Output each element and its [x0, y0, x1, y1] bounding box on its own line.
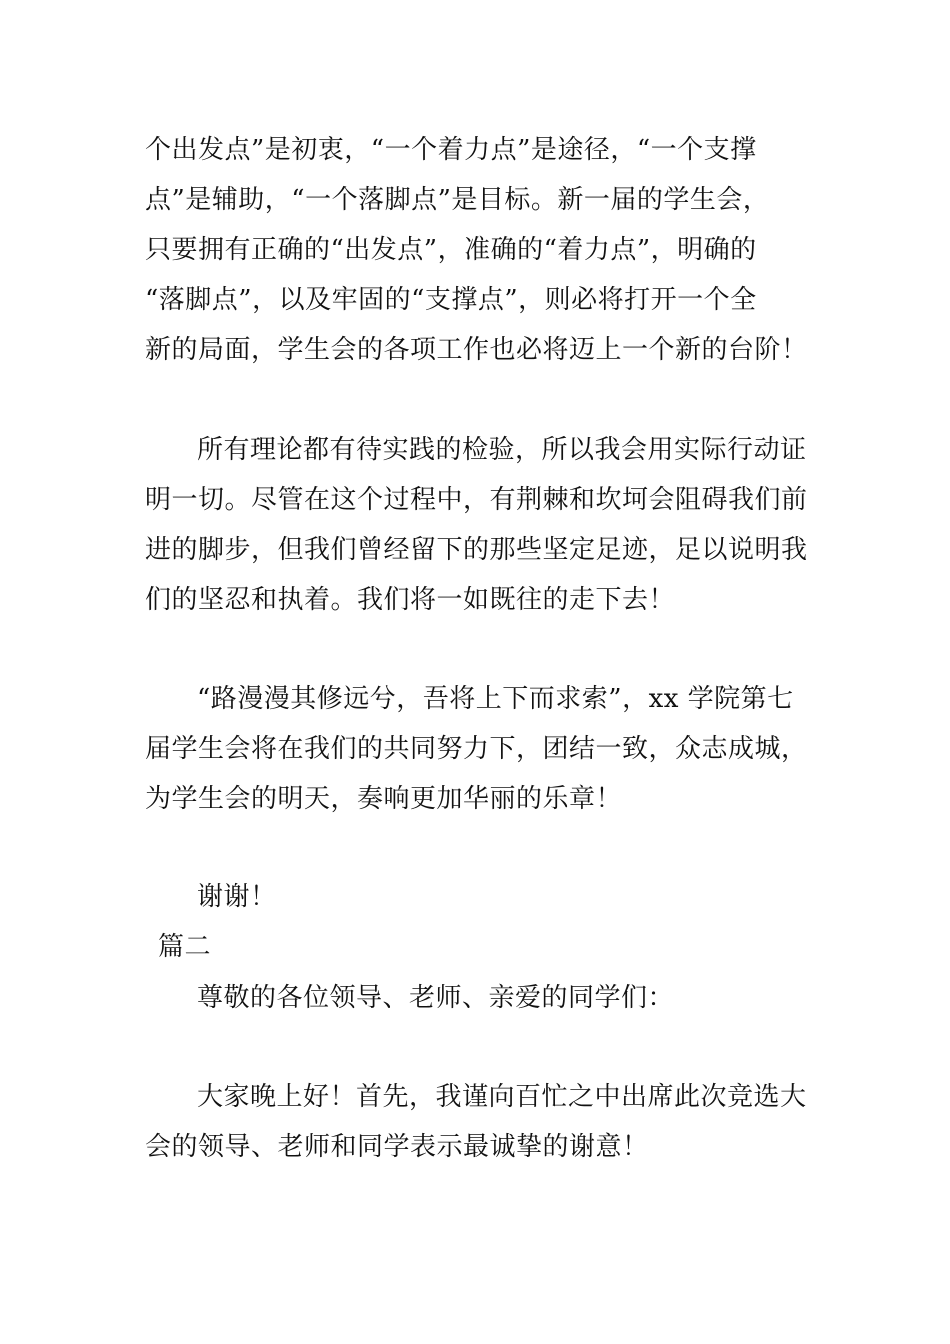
salutation: 尊敬的各位领导、老师、亲爱的同学们：	[197, 983, 675, 1013]
paragraph-2-line-2: 明一切。尽管在这个过程中，有荆棘和坎坷会阻碍我们前	[145, 485, 808, 515]
closing-thanks: 谢谢！	[197, 882, 277, 912]
paragraph-3-line-3: 为学生会的明天，奏响更加华丽的乐章！	[145, 784, 623, 814]
opening-line-1: 大家晚上好！首先，我谨向百忙之中出席此次竞选大	[197, 1082, 807, 1112]
opening-line-2: 会的领导、老师和同学表示最诚挚的谢意！	[145, 1132, 649, 1162]
paragraph-1-line-2: 点”是辅助，“一个落脚点”是目标。新一届的学生会，	[145, 185, 770, 215]
paragraph-1-line-4: “落脚点”，以及牢固的“支撑点”，则必将打开一个全	[145, 285, 757, 315]
paragraph-3-line-1: “路漫漫其修远兮，吾将上下而求索”，xx 学院第七	[197, 684, 794, 714]
paragraph-2-line-1: 所有理论都有待实践的检验，所以我会用实际行动证	[197, 435, 807, 465]
paragraph-2-line-3: 进的脚步，但我们曾经留下的那些坚定足迹，足以说明我	[145, 535, 808, 565]
paragraph-3-line-2: 届学生会将在我们的共同努力下，团结一致，众志成城，	[145, 734, 808, 764]
paragraph-2-line-4: 们的坚忍和执着。我们将一如既往的走下去！	[145, 585, 676, 615]
paragraph-1-line-3: 只要拥有正确的“出发点”，准确的“着力点”，明确的	[145, 235, 757, 265]
paragraph-1-line-5: 新的局面，学生会的各项工作也必将迈上一个新的台阶！	[145, 335, 808, 365]
paragraph-1-line-1: 个出发点”是初衷，“一个着力点”是途径，“一个支撑	[145, 135, 757, 165]
section-heading: 篇二	[158, 932, 212, 962]
